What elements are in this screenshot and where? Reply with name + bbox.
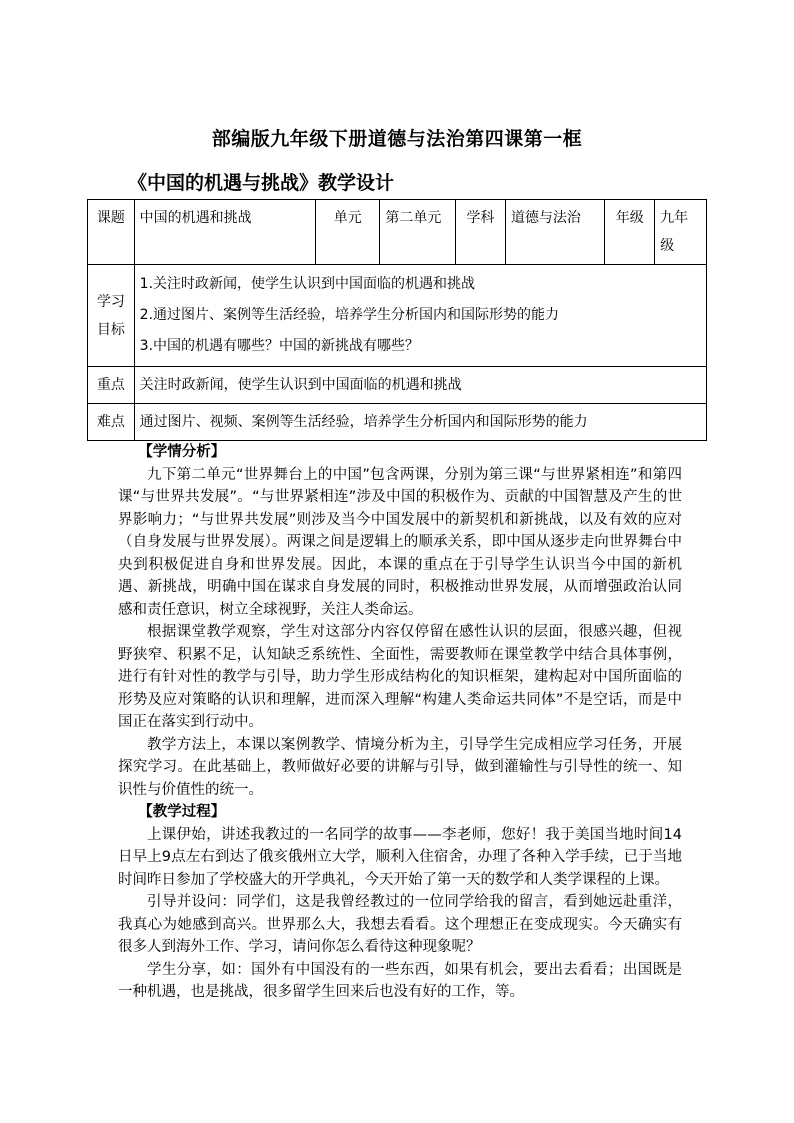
paragraph: 学生分享，如：国外有中国没有的一些东西，如果有机会，要出去看看；出国既是一种机遇，也是挑战，很多留学生回来后也没有好的工作，等。: [118, 961, 682, 1000]
document-title-line1: 部编版九年级下册道德与法治第四课第一框: [211, 128, 583, 150]
document-title-line2: 《中国的机遇与挑战》教学设计: [128, 172, 395, 194]
cell-topic-label: 课题: [88, 200, 135, 265]
cell-key-label: 重点: [88, 367, 135, 404]
cell-grade-value: 九年级: [655, 200, 707, 265]
table-row: [88, 404, 707, 441]
cell-key-value: 关注时政新闻，使学生认识到中国面临的机遇和挑战: [134, 367, 706, 404]
cell-topic-value: 中国的机遇和挑战: [134, 200, 315, 265]
table-row: [88, 367, 707, 404]
section-student-analysis: [118, 441, 682, 1004]
cell-goals-label: 学习目标: [88, 265, 135, 367]
cell-difficulty-label: 难点: [88, 404, 135, 441]
goal-item: 1.关注时政新闻，使学生认识到中国面临的机遇和挑战: [139, 276, 476, 292]
cell-difficulty-value: 通过图片、视频、案例等生活经验，培养学生分析国内和国际形势的能力: [134, 404, 706, 441]
paragraph: 上课伊始，讲述我教过的一名同学的故事——李老师，您好！我于美国当地时间14日早上9点左右到达了俄亥俄州立大学，顺利入住宿舍，办理了各种入学手续，已于当地时间昨日参加了学校盛大的开学典礼，今天开始了第一天的数学和人类学课程的上课。: [118, 826, 682, 888]
section-heading: 【教学过程】: [138, 804, 226, 820]
goal-item: 2.通过图片、案例等生活经验，培养学生分析国内和国际形势的能力: [139, 307, 560, 323]
cell-grade-label: 年级: [605, 200, 655, 265]
paragraph: 教学方法上，本课以案例教学、情境分析为主，引导学生完成相应学习任务，开展探究学习。在此基础上，教师做好必要的讲解与引导，做到灌输性与引导性的统一、知识性与价值性的统一。: [118, 736, 682, 798]
paragraph: 引导并设问：同学们，这是我曾经教过的一位同学给我的留言，看到她远赴重洋，我真心为她感到高兴。世界那么大，我想去看看。这个理想正在变成现实。今天确实有很多人到海外工作、学习，请问你怎么看待这种现象呢？: [118, 894, 682, 955]
section-heading: 【学情分析】: [138, 444, 226, 460]
cell-subject-label: 学科: [456, 200, 506, 265]
course-info-table: [87, 199, 707, 441]
paragraph: 根据课堂教学观察，学生对这部分内容仅停留在感性认识的层面，很感兴趣，但视野狭窄、积累不足，认知缺乏系统性、全面性，需要教师在课堂教学中结合具体事例，进行有针对性的教学与引导，助力学生形成结构化的知识框架，建构起对中国所面临的形势及应对策略的认识和理解，进而深入理解“构建人类命运共同体”不是空话，而是中国正在落实到行动中。: [118, 624, 682, 730]
cell-goals-value: [134, 265, 706, 367]
paragraph: 九下第二单元“世界舞台上的中国”包含两课，分别为第三课“与世界紧相连”和第四课“与世界共发展”。“与世界紧相连”涉及中国的积极作为、贡献的中国智慧及产生的世界影响力；“与世界共发展”则涉及当今中国发展中的新契机和新挑战，以及有效的应对（自身发展与世界发展）。两课之间是逻辑上的顺承关系，即中国从逐步走向世界舞台中央到积极促进自身和世界发展。因此，本课的重点在于引导学生认识当今中国的新机遇、新挑战，明确中国在谋求自身发展的同时，积极推动世界发展，从而增强政治认同感和责任意识，树立全球视野，关注人类命运。: [118, 466, 682, 618]
cell-subject-value: 道德与法治: [505, 200, 605, 265]
table-row: [88, 200, 707, 265]
cell-unit-label: 单元: [316, 200, 380, 265]
table-row: [88, 265, 707, 367]
goal-item: 3.中国的机遇有哪些？中国的新挑战有哪些？: [139, 338, 420, 354]
cell-unit-value: 第二单元: [380, 200, 456, 265]
